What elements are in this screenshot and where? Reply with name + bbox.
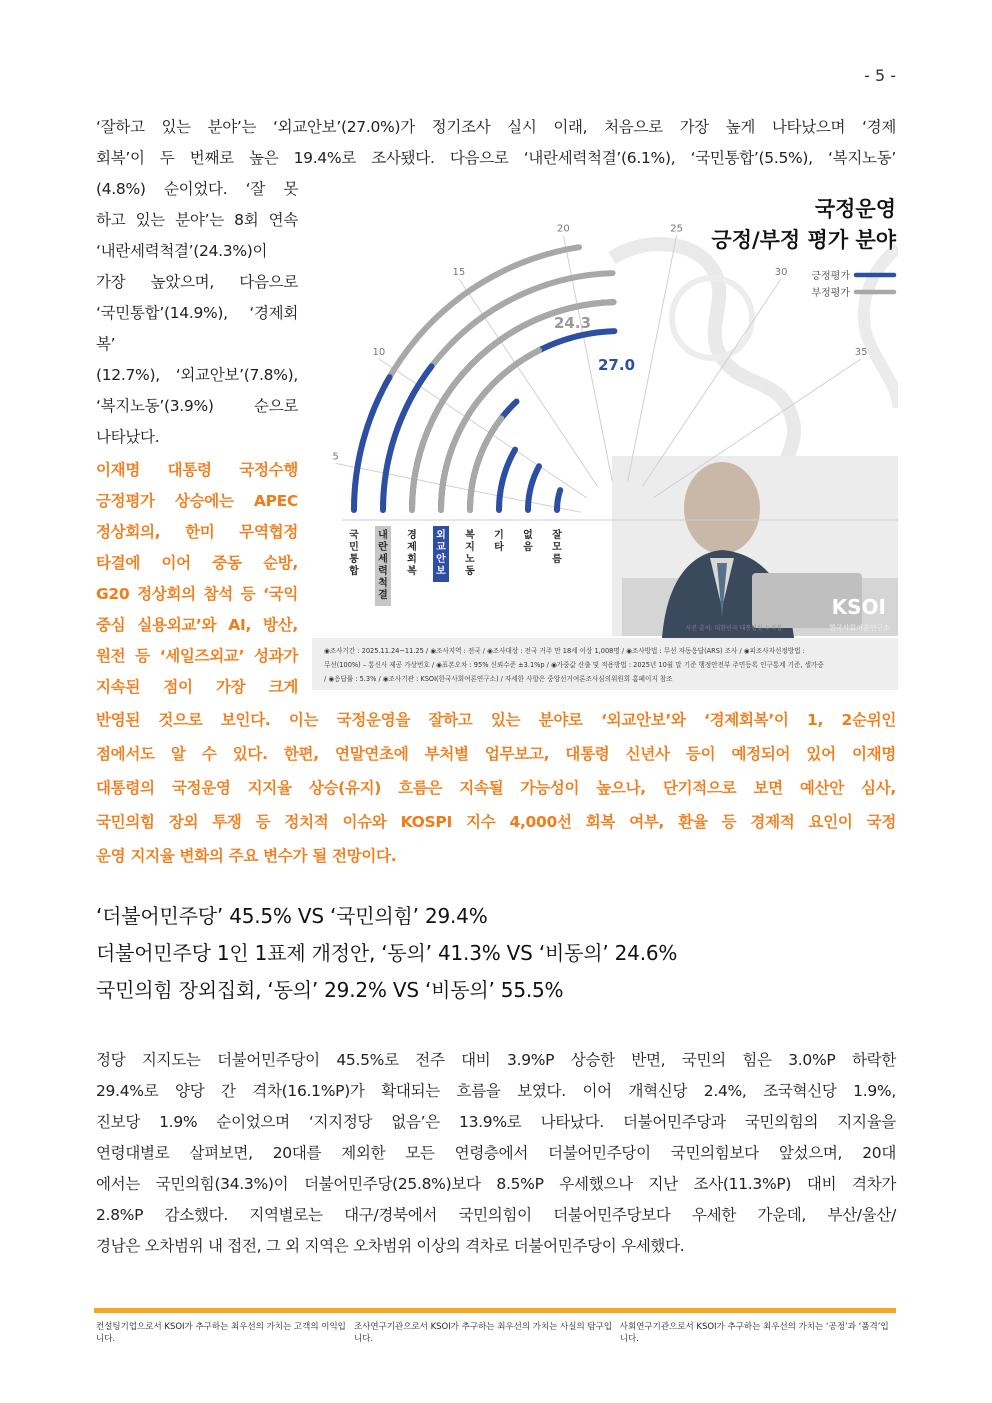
category-label-char: 민	[349, 542, 359, 553]
para1-narrow-line: ‘국민통합’(14.9%), ‘경제회복’	[96, 304, 298, 353]
category-label-char: 지	[465, 542, 475, 553]
para2-wide-line: 점에서도 알 수 있다. 한편, 연말연초에 부처별 업무보고, 대통령 신년사 등이 예정되어 있어 이재명	[96, 745, 896, 763]
category-label-char: 보	[436, 566, 446, 577]
chart-bars	[354, 247, 614, 510]
para3-line: 정당 지지도는 더불어민주당이 45.5%로 전주 대비 3.9%P 상승한 반면, 국민의 힘은 3.0%P 하락한	[96, 1051, 896, 1069]
chart-scale-tick-label: 30	[774, 266, 788, 278]
category-label-char: 세	[378, 554, 388, 565]
para2-wide-line: 반영된 것으로 보인다. 이는 국정운영을 잘하고 있는 분야로 ‘외교안보’와 ‘경제회복’이 1, 2순위인	[96, 711, 896, 729]
para1-narrow-line: (12.7%), ‘외교안보’(7.8%),	[96, 366, 298, 384]
category-label-char: 외	[436, 530, 446, 541]
category-label-char: 음	[523, 542, 533, 553]
page-number: - 5 -	[864, 66, 896, 85]
para2-narrow-line: 중심 실용외교’와 AI, 방산,	[96, 616, 298, 634]
footer-rule	[94, 1308, 896, 1313]
chart-legend	[811, 269, 894, 299]
para2-narrow-line: 지속된 점이 가장 크게	[96, 678, 298, 696]
chart-title-line2: 긍정/부정 평가 분야	[711, 228, 896, 252]
para2-wide-line: 국민의힘 장외 투쟁 등 정치적 이슈와 KOSPI 지수 4,000선 회복 여부, 환율 등 경제적 요인이 국정	[96, 813, 896, 831]
para1-narrow-line: ‘내란세력척결’(24.3%)이	[96, 242, 268, 260]
radial-bar-chart	[312, 178, 898, 690]
para3-line: 진보당 1.9% 순이었으며 ‘지지정당 없음’은 13.9%로 나타났다. 더불어민주당과 국민의힘의 지지율을	[96, 1113, 896, 1131]
chart-scale-line	[628, 236, 677, 481]
para2-wide-line: 운영 지지율 변화의 주요 변수가 될 전망이다.	[96, 847, 397, 865]
category-label-char: 력	[378, 566, 388, 577]
category-label-char: 제	[407, 542, 417, 553]
chart-title-line1: 국정운영	[814, 197, 896, 221]
positive-bar	[499, 450, 515, 510]
footer-slogan-consulting: 컨설팅기업으로서 KSOI가 추구하는 최우선의 가치는 고객의 이익입니다.	[96, 1322, 346, 1344]
para2-narrow-column	[96, 455, 298, 703]
category-label-char: 란	[378, 542, 388, 553]
para1-narrow-column	[96, 174, 298, 453]
para2-narrow-line: 긍정평가 상승에는 APEC	[96, 492, 298, 510]
para2-narrow-line: G20 정상회의 참석 등 ‘국익	[96, 585, 298, 603]
category-label-char: 국	[349, 530, 359, 541]
category-label-char: 경	[407, 530, 417, 541]
para1-narrow-line: 나타났다.	[96, 428, 160, 446]
ksoi-logo-text: KSOI	[831, 595, 886, 619]
category-label-char: 잘	[552, 530, 562, 541]
chart-scale-tick-label: 15	[452, 266, 466, 278]
survey-note-line: / ◉응답률 : 5.3% / ◉조사기관 : KSOI(한국사회여론연구소) / 자세한 사항은 중앙선거여론조사심의위원회 홈페이지 참조	[324, 675, 673, 683]
para1-narrow-line: 하고 있는 분야’는 8회 연속	[96, 211, 298, 229]
category-label-char: 기	[494, 530, 504, 541]
category-label-char: 통	[349, 554, 359, 565]
footer-slogan-social: 사회연구기관으로서 KSOI가 추구하는 최우선의 가치는 ‘공정’과 ‘품격’입니다.	[619, 1322, 889, 1344]
chart-scale-line	[379, 359, 587, 498]
category-label-char: 타	[494, 542, 504, 553]
category-label-char: 복	[465, 530, 475, 541]
para3-line: 경남은 오차범위 내 접전, 그 외 지역은 오차범위 이상의 격차로 더불어민주당이 우세했다.	[96, 1237, 685, 1255]
para2-wide-line: 대통령의 국정운영 지지율 상승(유지) 흐름은 지속될 가능성이 높으나, 단기적으로 보면 예산안 심사,	[96, 779, 896, 797]
para3-line: 에서는 국민의힘(34.3%)이 더불어민주당(25.8%)보다 8.5%P 우세했으나 지난 조사(11.3%P) 대비 격차가	[96, 1175, 896, 1193]
category-label-char: 름	[552, 554, 562, 565]
category-label-char: 노	[465, 554, 475, 565]
para3-line: 29.4%로 양당 간 격차(16.1%P)가 확대되는 흐름을 보였다. 이어 개혁신당 2.4%, 조국혁신당 1.9%,	[96, 1082, 896, 1100]
headline-dem-reform: 더불어민주당 1인 1표제 개정안, ‘동의’ 41.3% VS ‘비동의’ 24.6%	[96, 941, 678, 965]
para2-narrow-line: 정상회의, 한미 무역협정	[96, 523, 298, 541]
para1-line2: 회복’이 두 번째로 높은 19.4%로 조사됐다. 다음으로 ‘내란세력척결’(6.1%), ‘국민통합’(5.5%), ‘복지노동’	[96, 149, 896, 167]
legend-positive-label: 긍정평가	[811, 271, 850, 282]
para3-line: 2.8%P 감소했다. 지역별로는 대구/경북에서 국민의힘이 더불어민주당보다 우세한 가운데, 부산/울산/	[96, 1206, 896, 1224]
para3-line: 연령대별로 살펴보면, 20대를 제외한 모든 연령층에서 더불어민주당이 국민의힘보다 앞섰으며, 20대	[96, 1144, 896, 1162]
category-label-char: 동	[465, 566, 475, 577]
para1-narrow-line: 가장 높았으며, 다음으로	[96, 273, 298, 291]
para2-narrow-line: 타결에 이어 중동 순방,	[96, 554, 298, 572]
value-label-negative-top: 24.3	[554, 314, 592, 332]
para3	[96, 1045, 896, 1262]
category-label-char: 내	[378, 530, 388, 541]
category-label-char: 없	[523, 530, 533, 541]
chart-scale-tick-label: 25	[670, 223, 683, 235]
category-label-char: 회	[407, 554, 417, 565]
headline-party-support: ‘더불어민주당’ 45.5% VS ‘국민의힘’ 29.4%	[96, 904, 488, 928]
category-label-char: 합	[349, 566, 359, 577]
ksoi-logo-subtext: 한국사회여론연구소	[829, 624, 890, 632]
chart-scale-tick-label: 10	[372, 346, 386, 358]
category-label-char: 척	[378, 578, 388, 589]
positive-bar	[557, 490, 560, 510]
survey-note-line: ◉조사기간 : 2025.11.24~11.25 / ◉조사지역 : 전국 / ◉조사대상 : 전국 거주 만 18세 이상 1,008명 / ◉조사방법 : 무선 자동응답(ARS) 조사 / ◉피조사자선정방법 :	[324, 647, 805, 655]
para2-narrow-line: 이재명 대통령 국정수행	[96, 461, 298, 479]
category-label-char: 복	[407, 566, 417, 577]
footer	[96, 1320, 896, 1344]
survey-note-line: 무선(100%) – 통신사 제공 가상번호 / ◉표본오차 : 95% 신뢰수준 ±3.1%p / ◉가중값 산출 및 적용방법 : 2025년 10월 말 기준 행정안전부 주민등록 인구통계 기준, 셀가중	[324, 661, 824, 669]
chart-scale-tick-label: 20	[557, 223, 570, 235]
para1-narrow-line: ‘복지노동’(3.9%) 순으로	[96, 397, 298, 415]
photo-credit: 사진 출처: 대한민국 대통령실 누리집	[685, 625, 782, 632]
para2-narrow-line: 원전 등 ‘세일즈외교’ 성과가	[96, 647, 298, 665]
headline-ppp-rally: 국민의힘 장외집회, ‘동의’ 29.2% VS ‘비동의’ 55.5%	[96, 978, 564, 1002]
footer-slogan-research: 조사연구기관으로서 KSOI가 추구하는 최우선의 가치는 사실의 탐구입니다.	[353, 1322, 613, 1344]
category-label-char: 모	[552, 542, 562, 553]
category-label-char: 교	[436, 542, 446, 553]
chart-panel	[312, 178, 898, 690]
para2-wide-column	[96, 703, 896, 873]
category-label-char: 결	[378, 590, 388, 601]
para1-narrow-line: (4.8%) 순이었다. ‘잘 못	[96, 180, 298, 198]
legend-negative-label: 부정평가	[811, 288, 850, 299]
negative-bar	[470, 418, 501, 510]
chart-scale-tick-label: 5	[332, 451, 339, 463]
para1-line1: ‘잘하고 있는 분야’는 ‘외교안보’(27.0%)가 정기조사 실시 이래, 처음으로 가장 높게 나타났으며 ‘경제	[96, 118, 896, 136]
chart-scale-line	[336, 463, 581, 512]
value-label-positive-top: 27.0	[598, 356, 636, 374]
chart-scale-tick-label: 35	[854, 346, 868, 358]
category-label-char: 안	[436, 554, 446, 565]
